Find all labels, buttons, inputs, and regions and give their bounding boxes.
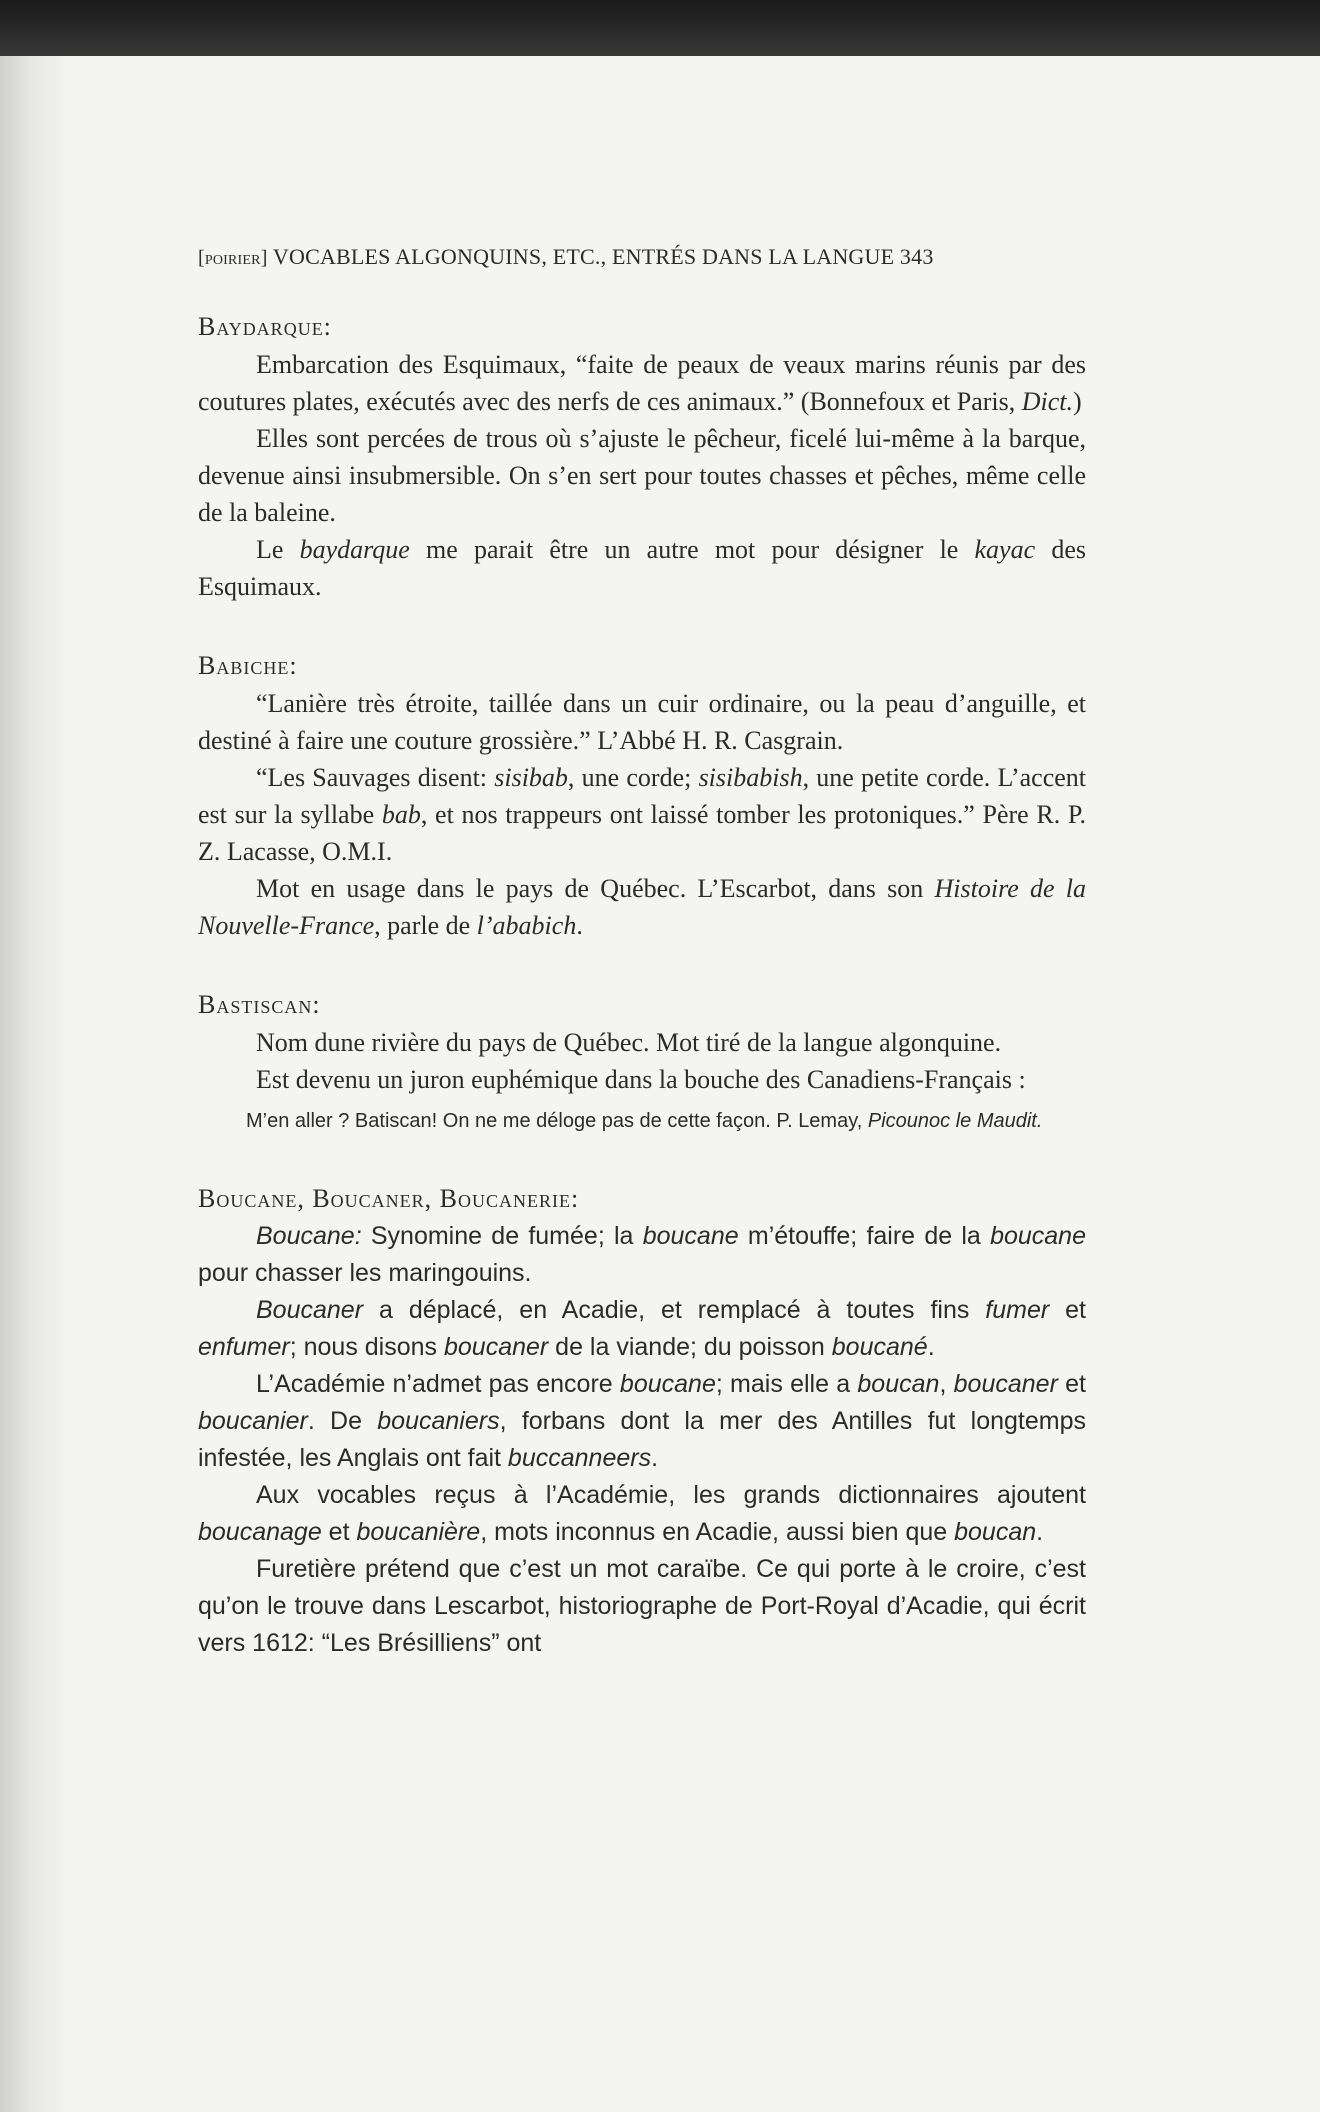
paragraph: Boucane: Synomine de fumée; la boucane m’étouffe; faire de la boucane pour chasser les maringouins. bbox=[198, 1222, 1086, 1287]
paragraph: Boucaner a déplacé, en Acadie, et remplacé à toutes fins fumer et enfumer; nous disons boucaner de la viande; du poisson boucané. bbox=[198, 1296, 1086, 1361]
paragraph: Nom dune rivière du pays de Québec. Mot tiré de la langue algonquine. bbox=[256, 1028, 1002, 1057]
paragraph: “Lanière très étroite, taillée dans un cuir ordinaire, ou la peau d’anguille, et destiné à faire une couture grossière.” L’Abbé H. R. Casgrain. bbox=[198, 689, 1086, 755]
paragraph: Furetière prétend que c’est un mot caraïbe. Ce qui porte à le croire, c’est qu’on le trouve dans Lescarbot, historiographe de Port-Royal d’Acadie, qui écrit vers 1612: “Les Brésilliens” ont bbox=[198, 1555, 1086, 1657]
running-head-title: VOCABLES ALGONQUINS, ETC., ENTRÉS DANS LA LANGUE bbox=[272, 244, 895, 269]
paragraph: Mot en usage dans le pays de Québec. L’Escarbot, dans son Histoire de la Nouvelle-France, parle de l’ababich. bbox=[198, 874, 1086, 940]
scan-border bbox=[0, 0, 1320, 62]
paragraph: Le baydarque me parait être un autre mot pour désigner le kayac des Esquimaux. bbox=[198, 535, 1086, 601]
paragraph: Elles sont percées de trous où s’ajuste le pêcheur, ficelé lui-même à la barque, devenue ainsi insubmersible. On s’en sert pour toutes chasses et pêches, même celle de la baleine. bbox=[198, 424, 1086, 527]
page-number: 343 bbox=[899, 244, 934, 269]
running-head-author: [poirier] bbox=[198, 247, 268, 269]
entry-baydarque bbox=[198, 312, 1086, 605]
entry-bastiscan bbox=[198, 990, 1086, 1138]
paragraph: Est devenu un juron euphémique dans la bouche des Canadiens-Français : bbox=[256, 1065, 1026, 1094]
headword: Babiche: bbox=[198, 651, 298, 680]
paragraph: L’Académie n’admet pas encore boucane; mais elle a boucan, boucaner et boucanier. De boucaniers, forbans dont la mer des Antilles fut longtemps infestée, les Anglais ont fait buccanneers. bbox=[198, 1370, 1086, 1472]
entry-babiche bbox=[198, 651, 1086, 944]
headword: Baydarque: bbox=[198, 312, 332, 341]
block-quote: M’en aller ? Batiscan! On ne me déloge pas de cette façon. P. Lemay, Picounoc le Maudit. bbox=[246, 1110, 1043, 1132]
headword: Bastiscan: bbox=[198, 990, 321, 1019]
paragraph: “Les Sauvages disent: sisibab, une corde; sisibabish, une petite corde. L’accent est sur la syllabe bab, et nos trappeurs ont laissé tomber les protoniques.” Père R. P. Z. Lacasse, O.M.I. bbox=[198, 763, 1086, 866]
headword: Boucane, Boucaner, Boucanerie: bbox=[198, 1184, 580, 1213]
entry-boucane bbox=[198, 1184, 1086, 1662]
page-gutter-shadow bbox=[0, 56, 70, 2112]
paragraph: Embarcation des Esquimaux, “faite de peaux de veaux marins réunis par des coutures plates, exécutés avec des nerfs de ces animaux.” (Bonnefoux et Paris, Dict.) bbox=[198, 350, 1086, 416]
page-content bbox=[198, 244, 1086, 1708]
running-head bbox=[198, 244, 1086, 270]
paragraph: Aux vocables reçus à l’Académie, les grands dictionnaires ajoutent boucanage et boucanière, mots inconnus en Acadie, aussi bien que boucan. bbox=[198, 1481, 1086, 1546]
